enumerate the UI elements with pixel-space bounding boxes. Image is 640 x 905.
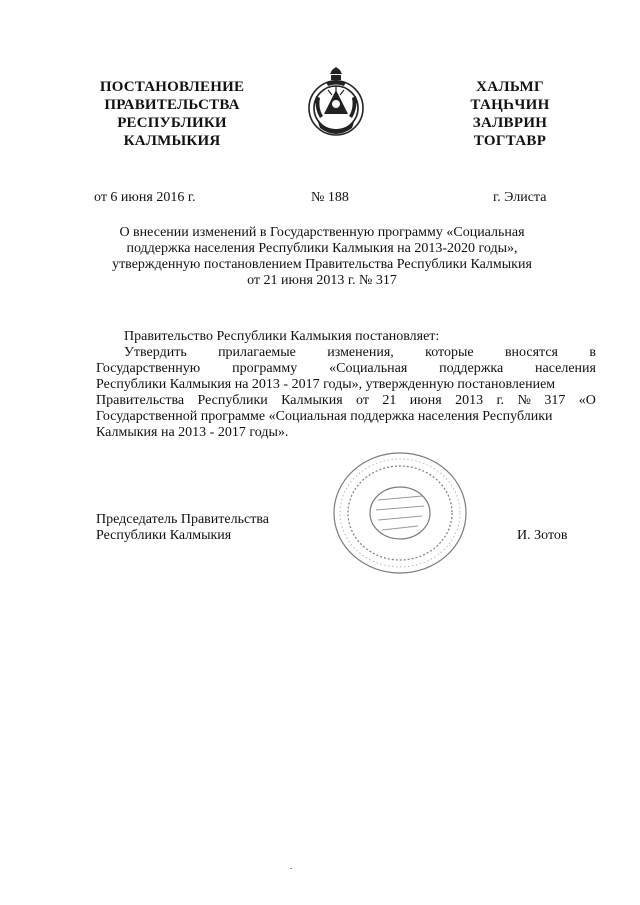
title-line: утвержденную постановлением Правительства Республики Калмыкия xyxy=(112,257,532,272)
signatory-name: И. Зотов xyxy=(517,528,568,543)
header-left-line: ПРАВИТЕЛЬСТВА xyxy=(104,97,240,113)
body-line: Калмыкия на 2013 - 2017 годы». xyxy=(96,425,289,440)
document-date: от 6 июня 2016 г. xyxy=(94,190,196,205)
page-mark xyxy=(290,868,292,869)
body-word: которые xyxy=(425,345,474,360)
body-word: 317 xyxy=(544,393,566,408)
body-word: Калмыкия xyxy=(281,393,343,408)
body-word: в xyxy=(589,345,596,360)
body-word: г. xyxy=(496,393,505,408)
document-number: № 188 xyxy=(311,190,349,205)
body-word: 21 xyxy=(382,393,397,408)
body-word: Правительства xyxy=(96,393,185,408)
signatory-position-line: Республики Калмыкия xyxy=(96,528,232,543)
body-word: поддержка xyxy=(439,361,504,376)
body-word: Государственную xyxy=(96,361,201,376)
title-line: поддержка населения Республики Калмыкия на 2013-2020 годы», xyxy=(126,241,518,256)
body-line xyxy=(96,345,596,361)
official-stamp-icon xyxy=(330,448,470,578)
body-word: Утвердить xyxy=(124,345,187,360)
header-right-line: ХАЛЬМГ xyxy=(476,79,544,95)
body-word: изменения, xyxy=(327,345,394,360)
header-right-line: ЗАЛВРИН xyxy=(472,115,548,131)
title-line: О внесении изменений в Государственную программу «Социальная xyxy=(119,225,525,240)
signatory-position xyxy=(96,512,269,544)
body-word: программу xyxy=(232,361,298,376)
body-word: № xyxy=(517,393,531,408)
document-title xyxy=(96,225,548,289)
body-word: населения xyxy=(535,361,596,376)
body-word: Республики xyxy=(197,393,268,408)
header-right xyxy=(440,78,580,150)
header-left-line: РЕСПУБЛИКИ xyxy=(117,115,227,131)
header-left-line: ПОСТАНОВЛЕНИЕ xyxy=(99,79,245,95)
header-left xyxy=(82,78,262,150)
body-word: от xyxy=(356,393,369,408)
body-line xyxy=(96,393,596,409)
body-word: 2013 xyxy=(455,393,484,408)
body-line xyxy=(96,361,596,377)
resolution-body xyxy=(96,345,596,441)
body-line: Республики Калмыкия на 2013 - 2017 годы», утвержденную постановлением xyxy=(96,377,556,392)
body-word: «Социальная xyxy=(329,361,408,376)
signatory-position-line: Председатель Правительства xyxy=(96,512,269,527)
body-word: «О xyxy=(578,393,596,408)
republic-emblem-icon xyxy=(304,66,368,144)
body-word: июня xyxy=(409,393,442,408)
body-word: вносятся xyxy=(504,345,558,360)
title-line: от 21 июня 2013 г. № 317 xyxy=(247,273,397,288)
body-line: Государственной программе «Социальная поддержка населения Республики xyxy=(96,409,553,424)
header-right-line: ТОГТАВР xyxy=(473,133,547,149)
header-right-line: ТАҢҺЧИН xyxy=(470,97,550,113)
document-city: г. Элиста xyxy=(493,190,547,205)
header-left-line: КАЛМЫКИЯ xyxy=(123,133,221,149)
body-word: прилагаемые xyxy=(218,345,296,360)
resolution-intro: Правительство Республики Калмыкия постановляет: xyxy=(124,329,440,344)
